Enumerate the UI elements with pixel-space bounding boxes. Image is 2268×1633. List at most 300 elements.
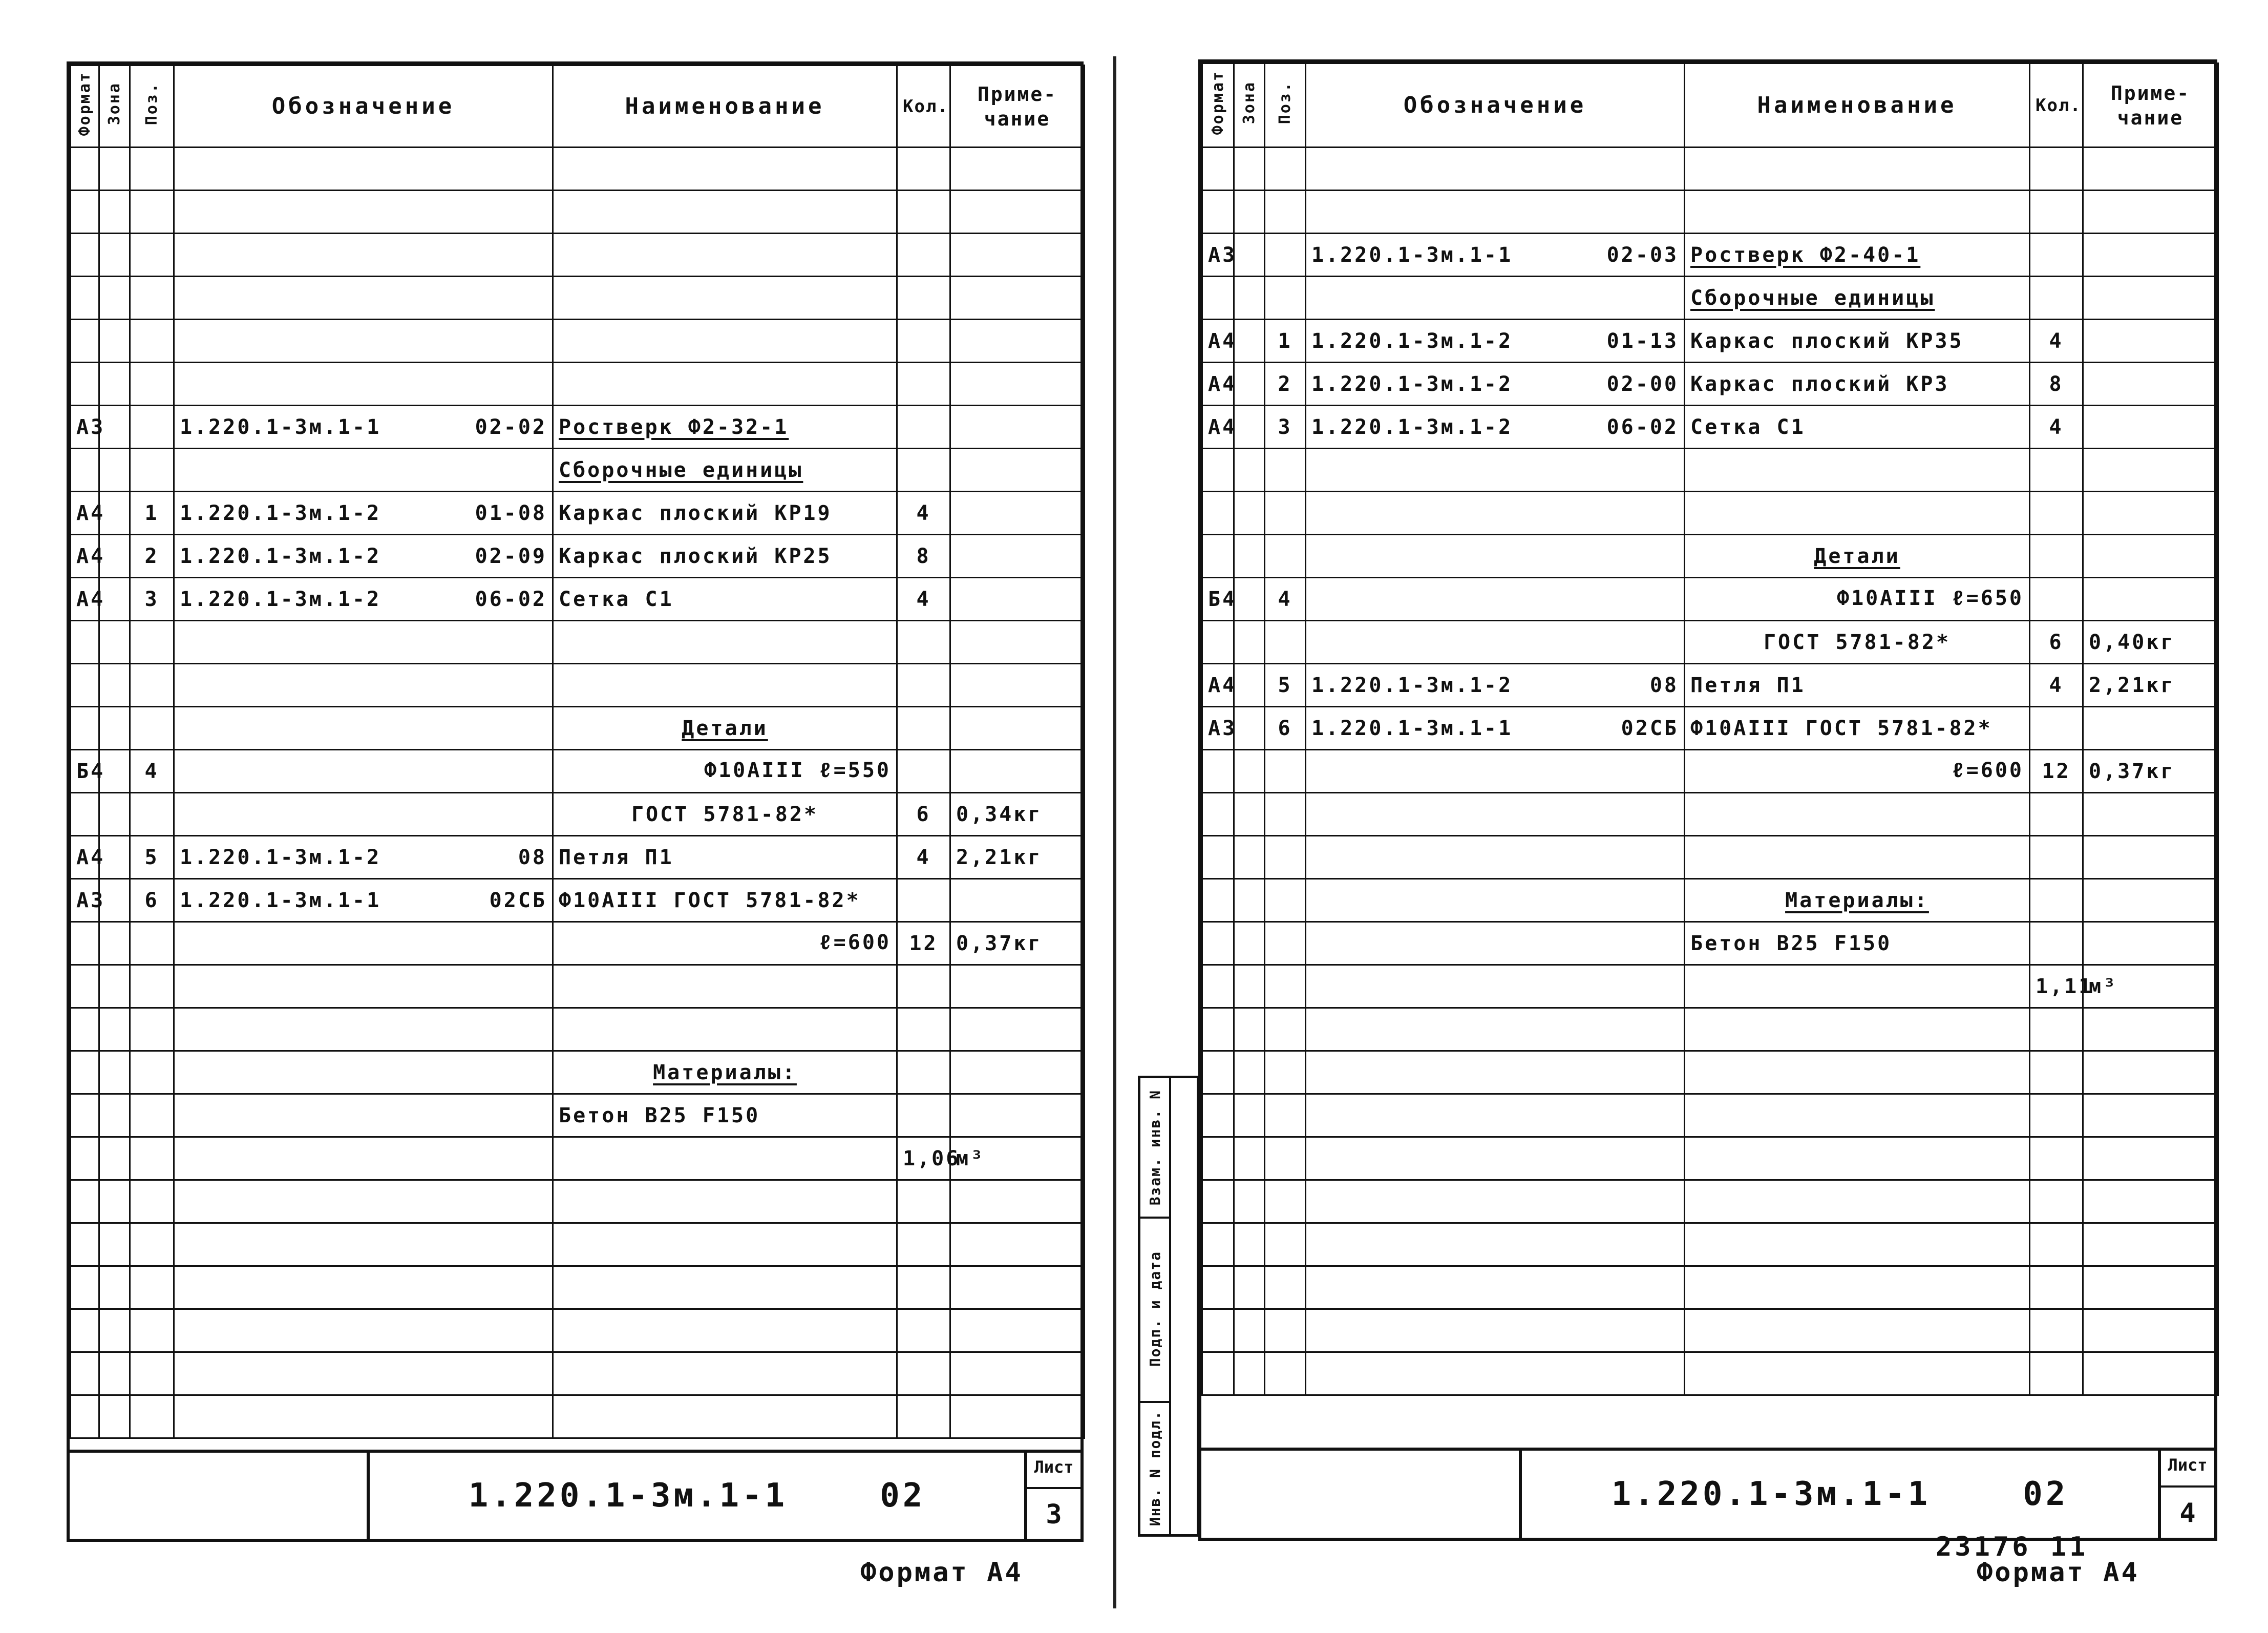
document-code-suffix: 02 [2023, 1475, 2069, 1513]
position-cell [130, 449, 174, 492]
note-cell [2083, 1008, 2218, 1051]
note-cell: 2,21кг [950, 836, 1085, 879]
designation-cell [174, 1137, 553, 1180]
position-cell [1265, 1008, 1306, 1051]
zone-cell [1234, 363, 1265, 406]
spec-row [71, 148, 1085, 191]
note-cell [950, 1395, 1085, 1438]
name-cell [1685, 965, 2030, 1008]
note-cell: м³ [2083, 965, 2218, 1008]
note-cell [2083, 879, 2218, 922]
format-cell [1202, 449, 1234, 492]
spec-row [71, 1180, 1085, 1223]
position-cell: 4 [130, 750, 174, 793]
position-cell [1265, 148, 1306, 191]
note-cell [2083, 1223, 2218, 1266]
designation-cell [1306, 148, 1685, 191]
spec-row [71, 922, 1085, 965]
designation-cell [1306, 1309, 1685, 1352]
name-cell: ℓ=600 [553, 922, 897, 965]
spec-header-row [71, 66, 1085, 148]
quantity-cell [897, 1180, 950, 1223]
quantity-cell: 12 [2030, 750, 2083, 793]
designation-suffix: 06-02 [475, 587, 547, 611]
spec-row [71, 836, 1085, 879]
quantity-cell [2030, 277, 2083, 320]
position-cell [1265, 449, 1306, 492]
designation-suffix: 06-02 [1606, 415, 1679, 439]
title-block-blank-cell [1201, 1451, 1522, 1538]
col-pos-header: Поз. [1265, 64, 1306, 148]
quantity-cell [2030, 707, 2083, 750]
zone-cell [99, 1137, 130, 1180]
name-cell: Ростверк Ф2-40-1 [1685, 234, 2030, 277]
name-cell [1685, 449, 2030, 492]
name-cell [553, 320, 897, 363]
quantity-cell [897, 621, 950, 664]
spec-row [71, 1266, 1085, 1309]
format-cell [1202, 277, 1234, 320]
name-cell [1685, 1223, 2030, 1266]
right-sheet [1198, 59, 2217, 1541]
quantity-cell [897, 148, 950, 191]
format-cell [71, 277, 99, 320]
format-cell [71, 1137, 99, 1180]
quantity-cell: 6 [897, 793, 950, 836]
zone-cell [99, 664, 130, 707]
spec-row [71, 449, 1085, 492]
quantity-cell [897, 707, 950, 750]
format-cell [71, 1008, 99, 1051]
format-cell: А4 [71, 836, 99, 879]
note-cell [950, 750, 1085, 793]
note-cell [950, 1008, 1085, 1051]
name-cell [1685, 1180, 2030, 1223]
designation-cell [174, 793, 553, 836]
designation-code: 1.220.1-3м.1-1 [1311, 243, 1513, 267]
position-cell: 3 [1265, 406, 1306, 449]
zone-cell [1234, 449, 1265, 492]
designation-suffix: 02СБ [1621, 716, 1679, 740]
zone-cell [99, 191, 130, 234]
designation-cell [174, 750, 553, 793]
name-cell [1685, 1051, 2030, 1094]
name-cell [553, 1223, 897, 1266]
spec-row [71, 234, 1085, 277]
name-cell [1685, 492, 2030, 535]
zone-cell [99, 1094, 130, 1137]
zone-cell [99, 1352, 130, 1395]
note-cell [950, 363, 1085, 406]
note-cell [950, 621, 1085, 664]
position-cell: 3 [130, 578, 174, 621]
quantity-cell: 4 [897, 492, 950, 535]
name-cell [553, 148, 897, 191]
sheet-number: 4 [2179, 1498, 2196, 1529]
designation-code: 1.220.1-3м.1-2 [1311, 415, 1513, 439]
designation-cell [174, 578, 553, 621]
quantity-cell [2030, 1094, 2083, 1137]
note-cell [950, 1094, 1085, 1137]
format-cell [71, 191, 99, 234]
format-cell [71, 1223, 99, 1266]
note-cell [950, 879, 1085, 922]
name-cell [553, 621, 897, 664]
left-format-label: Формат А4 [860, 1557, 1023, 1588]
designation-code: 1.220.1-3м.1-1 [180, 415, 381, 439]
name-cell [553, 1180, 897, 1223]
left-title-block [70, 1450, 1080, 1539]
note-cell [950, 191, 1085, 234]
position-cell [1265, 277, 1306, 320]
spec-row [1202, 148, 2218, 191]
col-designation-header: Обозначение [174, 66, 553, 148]
format-cell: А4 [1202, 406, 1234, 449]
sidebar-inv-orig: Инв. N подл. [1146, 1410, 1163, 1526]
zone-cell [1234, 578, 1265, 621]
name-cell [553, 664, 897, 707]
left-sheet [67, 61, 1084, 1542]
sheet-label: Лист [1027, 1453, 1080, 1489]
zone-cell [1234, 1266, 1265, 1309]
format-cell [71, 965, 99, 1008]
position-cell [1265, 1180, 1306, 1223]
format-cell [71, 234, 99, 277]
format-cell [71, 1352, 99, 1395]
spec-row [71, 320, 1085, 363]
name-cell [553, 1008, 897, 1051]
quantity-cell [2030, 1051, 2083, 1094]
position-cell [130, 965, 174, 1008]
spec-row [71, 1094, 1085, 1137]
note-cell: 0,37кг [2083, 750, 2218, 793]
note-cell: 0,34кг [950, 793, 1085, 836]
format-cell [1202, 1051, 1234, 1094]
name-cell: Каркас плоский КР19 [553, 492, 897, 535]
spec-row [1202, 836, 2218, 879]
zone-cell [1234, 1352, 1265, 1395]
sheet-number: 3 [1046, 1499, 1062, 1531]
designation-cell [1306, 1137, 1685, 1180]
spec-row [1202, 1309, 2218, 1352]
format-cell [71, 320, 99, 363]
format-cell [71, 1266, 99, 1309]
quantity-cell: 1,06 [897, 1137, 950, 1180]
position-cell [130, 320, 174, 363]
quantity-cell: 1,11 [2030, 965, 2083, 1008]
format-cell [1202, 1352, 1234, 1395]
position-cell: 2 [1265, 363, 1306, 406]
name-cell: ГОСТ 5781-82* [553, 793, 897, 836]
name-cell [553, 965, 897, 1008]
note-cell [950, 664, 1085, 707]
name-cell [1685, 1094, 2030, 1137]
title-block-code [370, 1453, 1024, 1539]
zone-cell [1234, 1309, 1265, 1352]
note-cell [2083, 707, 2218, 750]
note-cell [2083, 406, 2218, 449]
format-cell [1202, 1180, 1234, 1223]
name-cell: Сборочные единицы [553, 449, 897, 492]
designation-suffix: 08 [1649, 673, 1679, 697]
note-cell [950, 1051, 1085, 1094]
position-cell [1265, 1094, 1306, 1137]
position-cell [130, 1309, 174, 1352]
approval-sidebar [1138, 1076, 1199, 1537]
designation-code: 1.220.1-3м.1-2 [180, 845, 381, 869]
designation-cell [1306, 1051, 1685, 1094]
zone-cell [99, 965, 130, 1008]
quantity-cell [897, 1223, 950, 1266]
spec-row [1202, 1352, 2218, 1395]
name-cell: Сетка С1 [1685, 406, 2030, 449]
note-cell: 2,21кг [2083, 664, 2218, 707]
zone-cell [1234, 320, 1265, 363]
zone-cell [1234, 1137, 1265, 1180]
position-cell [130, 277, 174, 320]
name-cell: Бетон В25 F150 [553, 1094, 897, 1137]
note-cell [2083, 1180, 2218, 1223]
document-code: 1.220.1-3м.1-1 [1611, 1475, 1931, 1513]
spec-row [71, 578, 1085, 621]
name-cell [1685, 1352, 2030, 1395]
name-cell: Петля П1 [553, 836, 897, 879]
spec-row [71, 793, 1085, 836]
col-designation-header: Обозначение [1306, 64, 1685, 148]
spec-row [1202, 320, 2218, 363]
format-cell [71, 1180, 99, 1223]
designation-suffix: 01-13 [1606, 329, 1679, 353]
name-cell [1685, 1137, 2030, 1180]
format-cell [1202, 1309, 1234, 1352]
zone-cell [1234, 535, 1265, 578]
designation-cell [174, 1051, 553, 1094]
name-cell: Детали [553, 707, 897, 750]
format-cell [1202, 922, 1234, 965]
title-block-blank-cell [70, 1453, 370, 1539]
quantity-cell: 4 [897, 578, 950, 621]
zone-cell [99, 1309, 130, 1352]
spec-row [1202, 406, 2218, 449]
designation-cell [1306, 277, 1685, 320]
spec-row [1202, 1137, 2218, 1180]
quantity-cell [897, 320, 950, 363]
spec-row [1202, 535, 2218, 578]
name-cell: Ф10АIII ГОСТ 5781-82* [1685, 707, 2030, 750]
designation-code: 1.220.1-3м.1-2 [1311, 372, 1513, 396]
spec-row [1202, 277, 2218, 320]
designation-cell [174, 621, 553, 664]
designation-cell [174, 1352, 553, 1395]
name-cell [553, 1395, 897, 1438]
name-cell [1685, 836, 2030, 879]
name-cell: Ф10АIII ℓ=550 [553, 750, 897, 793]
zone-cell [1234, 148, 1265, 191]
designation-cell [1306, 1223, 1685, 1266]
zone-cell [99, 234, 130, 277]
designation-code: 1.220.1-3м.1-2 [180, 544, 381, 568]
note-cell [950, 1266, 1085, 1309]
position-cell [130, 1094, 174, 1137]
position-cell [130, 1180, 174, 1223]
document-code-suffix: 02 [880, 1477, 926, 1515]
zone-cell [1234, 664, 1265, 707]
designation-code: 1.220.1-3м.1-1 [180, 888, 381, 912]
designation-suffix: 02СБ [489, 888, 547, 912]
format-cell: А3 [71, 406, 99, 449]
designation-cell [174, 1094, 553, 1137]
designation-cell [1306, 922, 1685, 965]
name-cell [1685, 1008, 2030, 1051]
note-cell [2083, 363, 2218, 406]
spec-row [1202, 1094, 2218, 1137]
designation-cell [1306, 793, 1685, 836]
position-cell [1265, 793, 1306, 836]
right-title-block [1201, 1448, 2214, 1538]
format-cell [1202, 836, 1234, 879]
spec-row [1202, 191, 2218, 234]
quantity-cell: 8 [897, 535, 950, 578]
format-cell [1202, 191, 1234, 234]
quantity-cell [897, 1352, 950, 1395]
zone-cell [1234, 234, 1265, 277]
format-cell [1202, 148, 1234, 191]
quantity-cell [2030, 234, 2083, 277]
spec-row [71, 1309, 1085, 1352]
note-cell [950, 148, 1085, 191]
right-format-label: Формат А4 [1977, 1557, 2139, 1588]
position-cell [130, 1137, 174, 1180]
note-cell [2083, 922, 2218, 965]
name-cell [553, 191, 897, 234]
note-cell [950, 1180, 1085, 1223]
position-cell: 5 [1265, 664, 1306, 707]
position-cell [130, 1008, 174, 1051]
note-cell [950, 449, 1085, 492]
position-cell: 4 [1265, 578, 1306, 621]
position-cell [130, 1223, 174, 1266]
page-divider [1113, 56, 1116, 1608]
format-cell: А4 [1202, 664, 1234, 707]
format-cell [71, 363, 99, 406]
designation-cell [174, 707, 553, 750]
zone-cell [1234, 707, 1265, 750]
sheet-number-box [2158, 1451, 2214, 1538]
zone-cell [1234, 879, 1265, 922]
note-cell [2083, 449, 2218, 492]
zone-cell [1234, 1051, 1265, 1094]
designation-cell [174, 148, 553, 191]
format-cell [71, 1395, 99, 1438]
position-cell [130, 793, 174, 836]
note-cell [2083, 1266, 2218, 1309]
designation-cell [1306, 664, 1685, 707]
designation-code: 1.220.1-3м.1-1 [1311, 716, 1513, 740]
position-cell [1265, 750, 1306, 793]
format-cell [71, 1309, 99, 1352]
position-cell: 5 [130, 836, 174, 879]
spec-row [1202, 1266, 2218, 1309]
spec-row [1202, 1180, 2218, 1223]
note-cell [950, 535, 1085, 578]
zone-cell [99, 363, 130, 406]
designation-cell [174, 1008, 553, 1051]
spec-row [1202, 965, 2218, 1008]
zone-cell [99, 277, 130, 320]
quantity-cell: 8 [2030, 363, 2083, 406]
position-cell: 1 [1265, 320, 1306, 363]
designation-cell [1306, 965, 1685, 1008]
name-cell: Каркас плоский КР3 [1685, 363, 2030, 406]
note-cell [2083, 1051, 2218, 1094]
format-cell: Б4 [1202, 578, 1234, 621]
format-cell: Б4 [71, 750, 99, 793]
position-cell [130, 406, 174, 449]
document-code: 1.220.1-3м.1-1 [468, 1477, 788, 1515]
note-cell [950, 707, 1085, 750]
note-cell [950, 277, 1085, 320]
zone-cell [1234, 922, 1265, 965]
position-cell [1265, 621, 1306, 664]
format-cell [71, 148, 99, 191]
designation-cell [174, 406, 553, 449]
name-cell [553, 1266, 897, 1309]
designation-cell [174, 965, 553, 1008]
note-cell [2083, 148, 2218, 191]
note-cell [950, 1223, 1085, 1266]
col-note-header: Приме-чание [2083, 64, 2218, 148]
position-cell [1265, 1309, 1306, 1352]
designation-cell [1306, 707, 1685, 750]
format-cell [1202, 965, 1234, 1008]
spec-row [1202, 707, 2218, 750]
format-cell: А3 [1202, 234, 1234, 277]
designation-cell [174, 492, 553, 535]
designation-cell [1306, 492, 1685, 535]
note-cell [2083, 1352, 2218, 1395]
spec-header-row [1202, 64, 2218, 148]
spec-row [71, 1395, 1085, 1438]
note-cell: 0,40кг [2083, 621, 2218, 664]
name-cell: Ростверк Ф2-32-1 [553, 406, 897, 449]
position-cell [1265, 492, 1306, 535]
spec-row [71, 406, 1085, 449]
position-cell [130, 707, 174, 750]
position-cell [130, 922, 174, 965]
archive-number: 23176 11 [1936, 1532, 2089, 1562]
zone-cell [99, 922, 130, 965]
format-cell [1202, 492, 1234, 535]
format-cell [1202, 750, 1234, 793]
designation-cell [174, 1395, 553, 1438]
note-cell [950, 406, 1085, 449]
spec-row [1202, 922, 2218, 965]
designation-cell [174, 836, 553, 879]
sheet-label: Лист [2161, 1451, 2214, 1488]
designation-cell [1306, 1094, 1685, 1137]
designation-cell [174, 879, 553, 922]
designation-cell [1306, 363, 1685, 406]
position-cell [130, 1352, 174, 1395]
note-cell [950, 1352, 1085, 1395]
format-cell [71, 1051, 99, 1094]
zone-cell [1234, 277, 1265, 320]
quantity-cell [897, 1051, 950, 1094]
sidebar-divider [1169, 1078, 1171, 1534]
format-cell: А3 [71, 879, 99, 922]
spec-row [71, 191, 1085, 234]
spec-row [1202, 449, 2218, 492]
